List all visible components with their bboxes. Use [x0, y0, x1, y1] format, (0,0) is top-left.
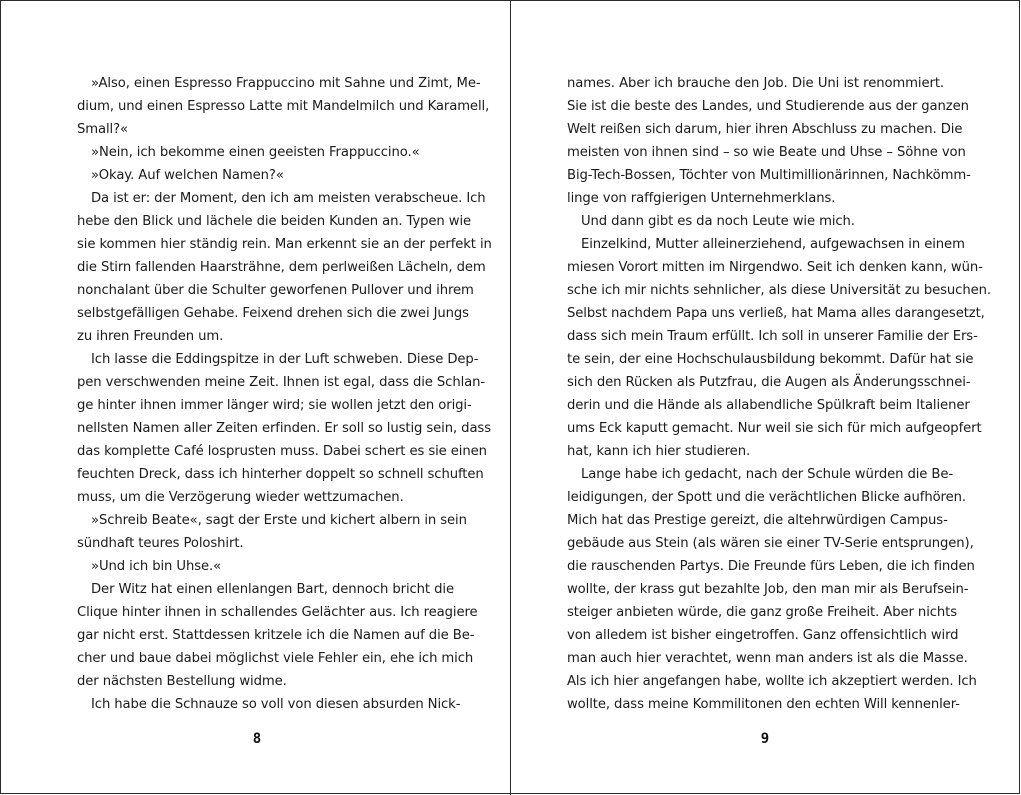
right-page-line: miesen Vorort mitten im Nirgendwo. Seit ich denken kann, wün- [567, 260, 983, 275]
left-page-line: hebe den Blick und lächele die beiden Kunden an. Typen wie [77, 214, 472, 229]
right-page-line: steiger anbieten würde, die ganz große Freiheit. Aber nichts [567, 605, 958, 620]
left-page-line: »Also, einen Espresso Frappuccino mit Sahne und Zimt, Me- [91, 76, 481, 91]
left-page-line: Small?« [77, 122, 128, 137]
left-page-line: »Nein, ich bekomme einen geeisten Frappuccino.« [91, 145, 420, 160]
right-page-line: dass sich mein Traum erfüllt. Ich soll in unserer Familie der Ers- [567, 329, 978, 344]
left-page-line: Ich lasse die Eddingspitze in der Luft schweben. Diese Dep- [91, 352, 479, 367]
right-page-line: Big-Tech-Bossen, Töchter von Multimillionärinnen, Nachkömm- [567, 168, 971, 183]
left-page-line: der nächsten Bestellung widme. [77, 674, 287, 689]
left-page [1, 1, 511, 795]
left-page-line: Ich habe die Schnauze so voll von diesen absurden Nick- [91, 697, 461, 712]
left-page-line: »Okay. Auf welchen Namen?« [91, 168, 284, 183]
right-page-text [567, 72, 991, 716]
left-page-line: das komplette Café losprusten muss. Dabei schert es sie einen [77, 444, 487, 459]
right-page-number: 9 [760, 731, 770, 747]
left-page-line: zu ihren Freunden um. [77, 329, 224, 344]
right-page-line: Mich hat das Prestige gereizt, die altehrwürdigen Campus- [567, 513, 948, 528]
right-page-line: linge von raffgierigen Unternehmerklans. [567, 191, 836, 206]
left-page-number: 8 [252, 731, 262, 747]
right-page-line: wollte, dass meine Kommilitonen den echten Will kennenler- [567, 697, 960, 712]
right-page-line: Einzelkind, Mutter alleinerziehend, aufgewachsen in einem [581, 237, 965, 252]
left-page-line: »Schreib Beate«, sagt der Erste und kichert albern in sein [91, 513, 467, 528]
left-page-line: cher und baue dabei möglichst viele Fehler ein, ehe ich mich [77, 651, 474, 666]
right-page-line: Als ich hier angefangen habe, wollte ich akzeptiert werden. Ich [567, 674, 977, 689]
left-page-line: »Und ich bin Uhse.« [91, 559, 222, 574]
left-page-line: sündhaft teures Poloshirt. [77, 536, 244, 551]
right-page-line: sich den Rücken als Putzfrau, die Augen als Änderungsschnei- [567, 375, 971, 390]
right-page-line: hat, kann ich hier studieren. [567, 444, 751, 459]
right-page-line: Lange habe ich gedacht, nach der Schule würden die Be- [581, 467, 954, 482]
left-page-line: Clique hinter ihnen in schallendes Gelächter aus. Ich reagiere [77, 605, 478, 620]
left-page-line: feuchten Dreck, dass ich hinterher doppelt so schnell schuften [77, 467, 484, 482]
right-page-line: Welt reißen sich darum, hier ihren Abschluss zu machen. Die [567, 122, 963, 137]
right-page-line: man auch hier verachtet, wenn man anders ist als die Masse. [567, 651, 968, 666]
left-page-line: selbstgefälligen Gehabe. Feixend drehen sich die zwei Jungs [77, 306, 469, 321]
right-page-line: te sein, der eine Hochschulausbildung bekommt. Dafür hat sie [567, 352, 974, 367]
right-page-line: ums Eck kaputt gemacht. Nur weil sie sich für mich aufgeopfert [567, 421, 982, 436]
left-page-line: Da ist er: der Moment, den ich am meisten verabscheue. Ich [91, 191, 486, 206]
left-page-line: sie kommen hier ständig rein. Man erkennt sie an der perfekt in [77, 237, 492, 252]
right-page-line: Selbst nachdem Papa uns verließ, hat Mama alles darangesetzt, [567, 306, 985, 321]
left-page-line: pen verschwenden meine Zeit. Ihnen ist egal, dass die Schlan- [77, 375, 486, 390]
right-page-line: gebäude aus Stein (als wären sie einer TV-Serie entsprungen), [567, 536, 974, 551]
left-page-line: muss, um die Verzögerung wieder wettzumachen. [77, 490, 404, 505]
right-page-line: names. Aber ich brauche den Job. Die Uni ist renommiert. [567, 76, 944, 91]
right-page-line: leidigungen, der Spott und die verächtlichen Blicke aufhören. [567, 490, 966, 505]
right-page-line: Und dann gibt es da noch Leute wie mich. [581, 214, 855, 229]
right-page-line: die rauschenden Partys. Die Freunde fürs Leben, die ich finden [567, 559, 975, 574]
right-page-line: von alledem ist bisher eingetroffen. Ganz offensichtlich wird [567, 628, 959, 643]
right-page-line: derin und die Hände als allabendliche Spülkraft beim Italiener [567, 398, 970, 413]
right-page-line: Sie ist die beste des Landes, und Studierende aus der ganzen [567, 99, 969, 114]
left-page-line: ge hinter ihnen immer länger wird; sie wollen jetzt den origi- [77, 398, 472, 413]
right-page-line: sche ich mir nichts sehnlicher, als diese Universität zu besuchen. [567, 283, 991, 298]
left-page-line: gar nicht erst. Stattdessen kritzele ich die Namen auf die Be- [77, 628, 475, 643]
left-page-line: nellsten Namen aller Zeiten erfinden. Er soll so lustig sein, dass [77, 421, 491, 436]
right-page-line: meisten von ihnen sind – so wie Beate und Uhse – Söhne von [567, 145, 966, 160]
right-page-line: wollte, der krass gut bezahlte Job, den man mir als Berufsein- [567, 582, 969, 597]
right-page [511, 1, 1021, 795]
left-page-line: nonchalant über die Schulter geworfenen Pullover und ihrem [77, 283, 474, 298]
left-page-text [77, 72, 492, 716]
left-page-line: Der Witz hat einen ellenlangen Bart, dennoch bricht die [91, 582, 454, 597]
left-page-line: die Stirn fallenden Haarsträhne, dem perlweißen Lächeln, dem [77, 260, 486, 275]
left-page-line: dium, und einen Espresso Latte mit Mandelmilch und Karamell, [77, 99, 490, 114]
